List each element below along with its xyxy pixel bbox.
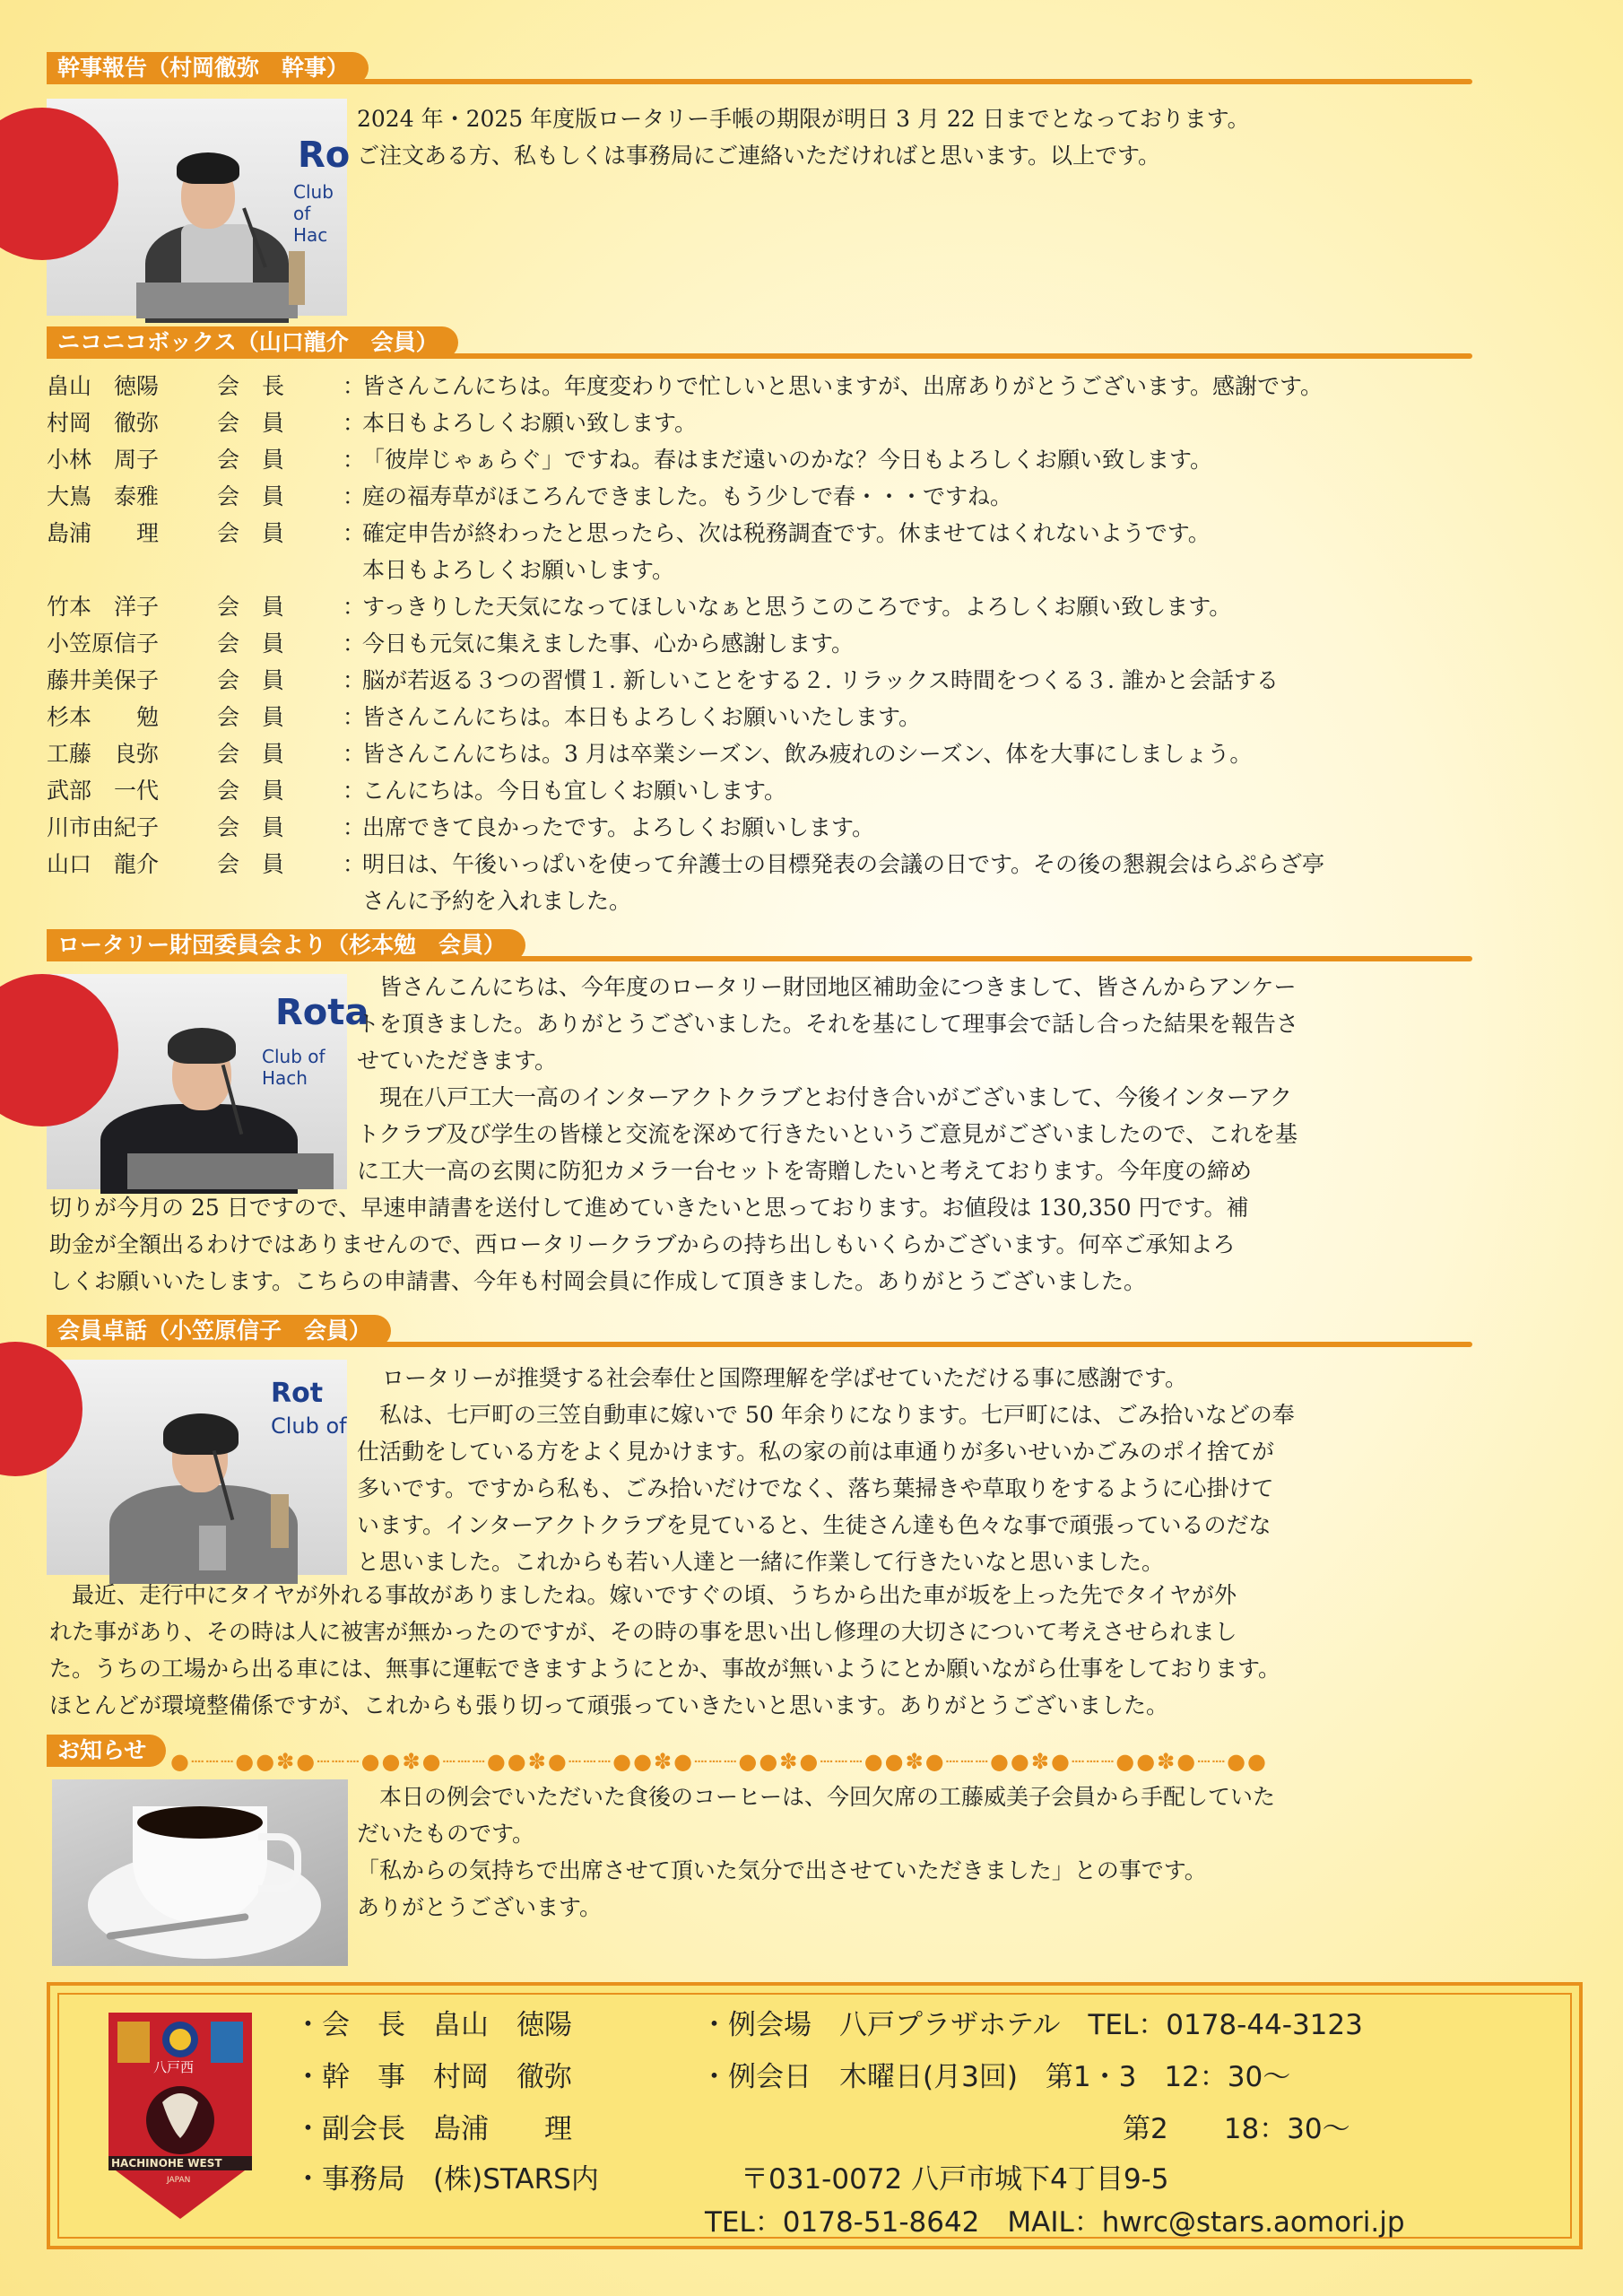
banner-subtext: Club of Hac	[293, 181, 334, 246]
separator-colon: ：	[343, 778, 366, 804]
member-role: 会 員	[217, 814, 285, 840]
footer-secretary: ・幹 事 村岡 徹弥	[294, 2061, 572, 2093]
text-line: と思いました。これからも若い人達と一緒に作業して行きたいなと思いました。	[357, 1549, 1165, 1575]
separator-colon: ：	[343, 410, 366, 436]
member-message: 確定申告が終わったと思ったら、次は税務調査です。休ませてはくれないようです。	[362, 520, 1211, 546]
foundation-text-side	[357, 969, 1298, 1189]
text-line: せていただきます。	[357, 1048, 558, 1074]
text-line: 現在八戸工大一高のインターアクトクラブとお付き合いがございまして、今後インターアク	[357, 1084, 1293, 1110]
member-role: 会 員	[217, 851, 285, 877]
text-line: だいたものです。	[357, 1821, 535, 1847]
separator-colon: ：	[343, 667, 366, 693]
text-line: ご注文ある方、私もしくは事務局にご連絡いただければと思います。以上です。	[357, 143, 1161, 169]
section-heading-nikoniko	[47, 326, 1472, 359]
separator-colon: ：	[343, 631, 366, 657]
footer-address: 〒031-0072 八戸市城下4丁目9-5	[741, 2163, 1169, 2196]
emblem-band-text: HACHINOHE WEST	[111, 2157, 222, 2170]
banner-text: Ro	[298, 135, 351, 176]
banner-text: Rota	[275, 992, 369, 1033]
member-message: こんにちは。今日も宜しくお願いします。	[362, 778, 787, 804]
separator-colon: ：	[343, 447, 366, 473]
separator-colon: ：	[343, 851, 366, 877]
member-role: 会 員	[217, 741, 285, 767]
section-heading-speech	[47, 1315, 1472, 1347]
separator-colon: ：	[343, 741, 366, 767]
section-heading-foundation	[47, 929, 1472, 961]
heading-label: 幹事報告（村岡徹弥 幹事）	[47, 52, 369, 84]
member-role: 会 員	[217, 447, 285, 473]
footer-meeting-day: ・例会日 木曜日(月3回) 第1・3 12：30～	[700, 2061, 1291, 2093]
member-message: すっきりした天気になってほしいなぁと思うこのころです。よろしくお願い致します。	[362, 594, 1232, 620]
emblem-sub-text: JAPAN	[167, 2176, 191, 2185]
notice-text	[357, 1779, 1275, 1926]
text-line: れた事があり、その時は人に被害が無かったのですが、その時の事を思い出し修理の大切さについて考えさせられまし	[49, 1619, 1237, 1645]
secretary-text	[357, 100, 1250, 174]
club-info-footer	[47, 1982, 1583, 2249]
separator-colon: ：	[343, 704, 366, 730]
member-message: 皆さんこんにちは。本日もよろしくお願いいたします。	[362, 704, 922, 730]
member-name: 畠山 徳陽	[47, 373, 160, 399]
photo-foundation-speaker	[47, 974, 369, 1189]
club-emblem-icon	[108, 2013, 252, 2219]
banner-subtext: Club of Hach	[262, 1046, 325, 1089]
member-role: 会 員	[217, 483, 285, 509]
text-line: 私は、七戸町の三笠自動車に嫁いで 50 年余りになります。七戸町には、ごみ拾いなどの奉	[357, 1402, 1295, 1428]
member-message: さんに予約を入れました。	[362, 888, 632, 914]
text-line: 本日の例会でいただいた食後のコーヒーは、今回欠席の工藤威美子会員から手配していた	[357, 1784, 1276, 1810]
text-line: 皆さんこんにちは、今年度のロータリー財団地区補助金につきまして、皆さんからアンケー	[357, 974, 1297, 1000]
member-message: 明日は、午後いっぱいを使って弁護士の目標発表の会議の日です。その後の懇親会はらぷらざ亭	[362, 851, 1325, 877]
text-line: ほとんどが環境整備係ですが、これからも張り切って頑張っていきたいと思います。ありがとうございました。	[49, 1692, 1169, 1718]
member-role: 会 長	[217, 373, 285, 399]
footer-meeting-second: 第2 18：30～	[1123, 2113, 1350, 2145]
member-name: 小林 周子	[47, 447, 160, 473]
member-name: 大嶌 泰雅	[47, 483, 160, 509]
text-line: 仕活動をしている方をよく見かけます。私の家の前は車通りが多いせいかごみのポイ捨てが	[357, 1439, 1275, 1465]
member-name: 工藤 良弥	[47, 741, 160, 767]
footer-president: ・会 長 畠山 徳陽	[294, 2009, 572, 2041]
speech-text-side	[357, 1360, 1295, 1580]
member-role: 会 員	[217, 594, 285, 620]
member-role: 会 員	[217, 410, 285, 436]
member-name: 杉本 勉	[47, 704, 160, 730]
member-role: 会 員	[217, 667, 285, 693]
banner-subtext: Club of	[271, 1413, 347, 1439]
text-line: た。うちの工場から出る車には、無事に運転できますようにとか、事故が無いようにとか願いながら仕事をしております。	[49, 1656, 1281, 1682]
member-role: 会 員	[217, 520, 285, 546]
text-line: 「私からの気持ちで出席させて頂いた気分で出させていただきました」との事です。	[357, 1857, 1207, 1883]
banner-text: Rot	[271, 1378, 324, 1409]
heading-label: ロータリー財団委員会より（杉本勉 会員）	[47, 929, 525, 961]
member-name: 竹本 洋子	[47, 594, 160, 620]
heading-label: 会員卓話（小笠原信子 会員）	[47, 1315, 391, 1347]
footer-venue: ・例会場 八戸プラザホテル TEL：0178-44-3123	[700, 2009, 1363, 2041]
text-line: に工大一高の玄関に防犯カメラ一台セットを寄贈したいと考えております。今年度の締め	[357, 1158, 1253, 1184]
text-line: 切りが今月の 25 日ですので、早速申請書を送付して進めていきたいと思っております。お値段は 130,350 円です。補	[49, 1195, 1249, 1221]
member-message: 皆さんこんにちは。3 月は卒業シーズン、飲み疲れのシーズン、体を大事にしましょう。	[362, 741, 1253, 767]
member-name: 藤井美保子	[47, 667, 160, 693]
section-heading-secretary	[47, 52, 1472, 84]
text-line: 多いです。ですから私も、ごみ拾いだけでなく、落ち葉掃きや草取りをするように心掛けて	[357, 1475, 1274, 1501]
member-message: 本日もよろしくお願いします。	[362, 557, 675, 583]
photo-coffee-cup	[52, 1779, 348, 1966]
heading-label: お知らせ	[47, 1735, 166, 1767]
text-line: ロータリーが推奨する社会奉仕と国際理解を学ばせていただける事に感謝です。	[382, 1365, 1188, 1391]
separator-colon: ：	[343, 483, 366, 509]
text-line: います。インターアクトクラブを見ていると、生徒さん達も色々な事で頑張っているのだな	[357, 1512, 1271, 1538]
emblem-label: 八戸西	[153, 2059, 195, 2075]
footer-contact: TEL：0178-51-8642 MAIL：hwrc@stars.aomori.jp	[705, 2206, 1405, 2239]
text-line: 2024 年・2025 年度版ロータリー手帳の期限が明日 3 月 22 日までとなっております。	[357, 106, 1250, 132]
footer-office: ・事務局 (株)STARS内	[294, 2163, 599, 2196]
separator-colon: ：	[343, 594, 366, 620]
member-name: 山口 龍介	[47, 851, 160, 877]
member-message: 本日もよろしくお願い致します。	[362, 410, 698, 436]
text-line: ありがとうございます。	[357, 1894, 603, 1920]
member-name: 武部 一代	[47, 778, 160, 804]
member-message: 「彼岸じゃぁらぐ」ですね。春はまだ遠いのかな？今日もよろしくお願い致します。	[362, 447, 1213, 473]
photo-speech-speaker	[47, 1360, 347, 1575]
member-role: 会 員	[217, 778, 285, 804]
member-role: 会 員	[217, 704, 285, 730]
member-name: 島浦 理	[47, 520, 160, 546]
text-line: 最近、走行中にタイヤが外れる事故がありましたね。嫁いですぐの頃、うちから出た車が坂を上った先でタイヤが外	[49, 1582, 1237, 1608]
member-message: 庭の福寿草がほころんできました。もう少しで春・・・ですね。	[362, 483, 1013, 509]
member-message: 今日も元気に集えました事、心から感謝します。	[362, 631, 855, 657]
heading-label: ニコニコボックス（山口龍介 会員）	[47, 326, 458, 359]
member-role: 会 員	[217, 631, 285, 657]
photo-secretary-speaker	[47, 99, 351, 316]
member-name: 川市由紀子	[47, 814, 160, 840]
speech-text-full	[49, 1577, 1280, 1724]
text-line: しくお願いいたします。こちらの申請書、今年も村岡会員に作成して頂きました。ありがとうございました。	[49, 1268, 1147, 1294]
section-heading-notice	[47, 1735, 154, 1767]
notice-ornament: ●┈┈┈●●✽●┈┈┈●●✽●┈┈┈●●✽●┈┈┈●●✽●┈┈┈●●✽●┈┈┈●●✽●┈┈┈●●✽●┈┈┈●●✽●┈┈●●	[170, 1749, 1268, 1774]
footer-vice-president: ・副会長 島浦 理	[294, 2113, 572, 2145]
text-line: トクラブ及び学生の皆様と交流を深めて行きたいというご意見がございましたので、これを基	[357, 1121, 1298, 1147]
separator-colon: ：	[343, 520, 366, 546]
member-message: 皆さんこんにちは。年度変わりで忙しいと思いますが、出席ありがとうございます。感謝です。	[362, 373, 1324, 399]
text-line: トを頂きました。ありがとうございました。それを基にして理事会で話し合った結果を報告さ	[357, 1011, 1299, 1037]
separator-colon: ：	[343, 814, 366, 840]
member-message: 脳が若返る３つの習慣１. 新しいことをする２. リラックス時間をつくる３. 誰かと会話する	[362, 667, 1279, 693]
foundation-text-full	[49, 1189, 1248, 1300]
member-name: 小笠原信子	[47, 631, 160, 657]
separator-colon: ：	[343, 373, 366, 399]
member-name: 村岡 徹弥	[47, 410, 160, 436]
member-message: 出席できて良かったです。よろしくお願いします。	[362, 814, 875, 840]
text-line: 助金が全額出るわけではありませんので、西ロータリークラブからの持ち出しもいくらかございます。何卒ご承知よろ	[49, 1231, 1236, 1257]
